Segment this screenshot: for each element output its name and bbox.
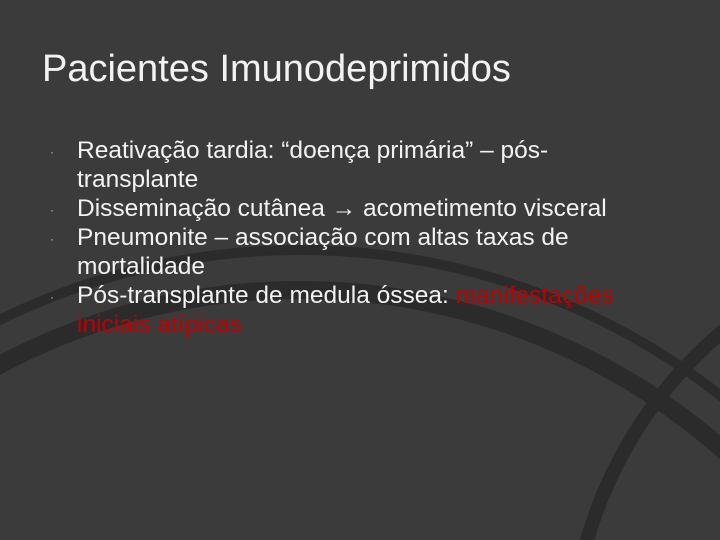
bullet-dot-icon: · xyxy=(50,145,54,159)
bullet-text: Disseminação cutânea xyxy=(77,195,325,222)
bullet-item-reactivation xyxy=(50,136,650,194)
bullet-item-bone-marrow xyxy=(50,281,650,339)
bullet-list xyxy=(50,136,650,339)
bullet-text-continuation: acometimento visceral xyxy=(356,195,607,222)
bullet-text: Reativação tardia: “doença primária” – pós-transplante xyxy=(77,137,549,193)
bullet-text: Pneumonite – associação com altas taxas de mortalidade xyxy=(77,224,569,280)
bullet-item-dissemination xyxy=(50,194,650,223)
bullet-text: Pós-transplante de medula óssea: xyxy=(77,282,456,309)
bullet-item-pneumonitis xyxy=(50,223,650,281)
bullet-emphasis-text: manifestações iniciais atípicas xyxy=(77,282,614,338)
right-arrow-icon: → xyxy=(331,195,357,222)
bullet-dot-icon: · xyxy=(50,290,54,304)
slide-title: Pacientes Imunodeprimidos xyxy=(42,48,511,90)
bullet-dot-icon: · xyxy=(50,232,54,246)
bullet-dot-icon: · xyxy=(50,203,54,217)
